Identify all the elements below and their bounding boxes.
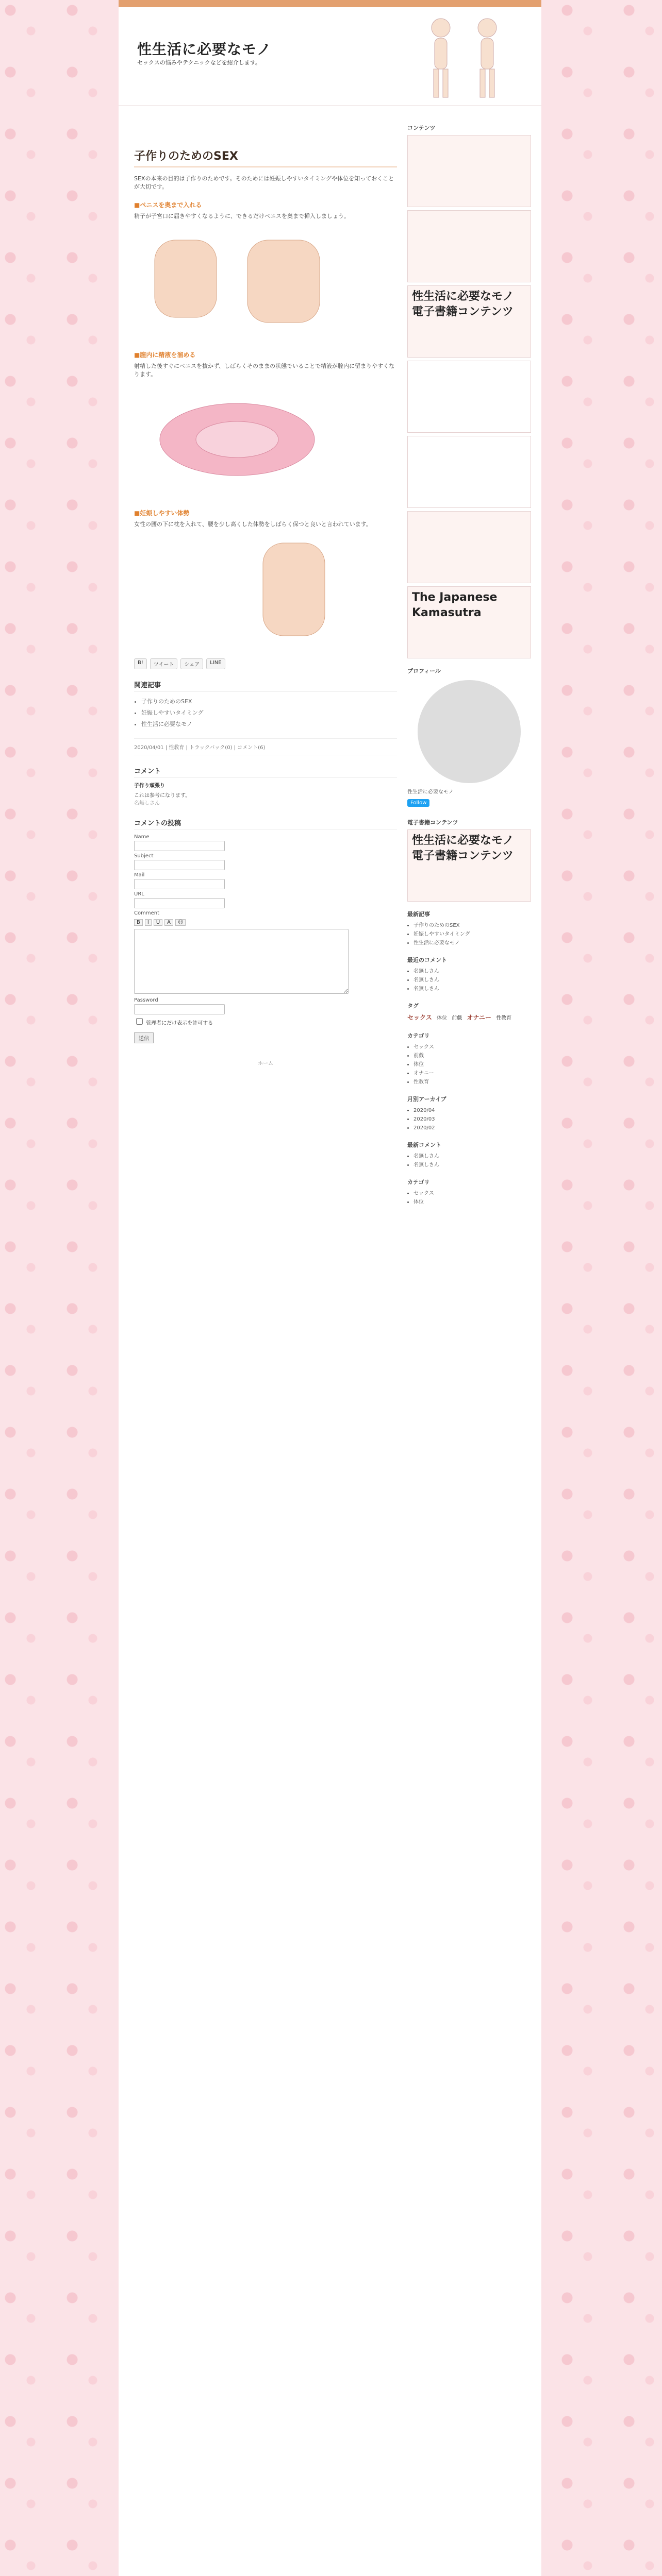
latest-link[interactable]: • 性生活に必要なモノ bbox=[413, 939, 531, 947]
name-row bbox=[134, 834, 397, 851]
banner-caption: 性生活に必要なモノ 電子書籍コンテンツ bbox=[412, 290, 514, 318]
share-button[interactable]: B! bbox=[134, 658, 147, 669]
share-button[interactable]: LINE bbox=[206, 658, 225, 669]
sidebar-banner[interactable] bbox=[407, 135, 531, 207]
section-text: 精子が子宮口に届きやすくなるように、できるだけペニスを奥まで挿入しましょう。 bbox=[134, 213, 350, 219]
latest-title: 最新記事 bbox=[407, 911, 430, 918]
comment-body: これは参考になります。 bbox=[134, 793, 191, 799]
section-heading: ■ペニスを奥まで入れる bbox=[134, 201, 202, 209]
home-link[interactable]: ホーム bbox=[258, 1061, 273, 1066]
related-link[interactable]: • 性生活に必要なモノ bbox=[141, 719, 397, 730]
mail-input[interactable] bbox=[134, 879, 225, 889]
site-description: セックスの悩みやテクニックなどを紹介します。 bbox=[137, 59, 261, 66]
post-intro: SEXの本来の目的は子作りのためです。そのためには妊娠しやすいタイミングや体位を知っておくことが大切です。 bbox=[134, 175, 394, 190]
profile-avatar bbox=[418, 680, 521, 783]
archive-list bbox=[407, 1106, 531, 1132]
site-title[interactable]: 性生活に必要なモノ bbox=[137, 41, 272, 58]
recent-comments-list bbox=[407, 967, 531, 993]
password-input[interactable] bbox=[134, 1004, 225, 1014]
share-button[interactable]: ツイート bbox=[150, 658, 178, 669]
ebook-title: 電子書籍コンテンツ bbox=[407, 819, 458, 826]
name-input[interactable] bbox=[134, 841, 225, 851]
bottom-link[interactable]: • 体位 bbox=[413, 1198, 531, 1207]
section-heading: ■妊娠しやすい体勢 bbox=[134, 510, 190, 517]
password-label: Password bbox=[134, 997, 158, 1003]
contents-title: コンテンツ bbox=[407, 125, 436, 131]
tag-link[interactable]: 体位 bbox=[437, 1015, 448, 1021]
mail-label: Mail bbox=[134, 872, 145, 878]
url-row bbox=[134, 891, 397, 908]
archive-title: 月別アーカイブ bbox=[407, 1096, 446, 1103]
top-accent-bar bbox=[119, 0, 541, 7]
recent-comment-link[interactable]: • 名無しさん bbox=[413, 985, 531, 993]
page-container bbox=[119, 7, 541, 2576]
tag-link[interactable]: セックス bbox=[407, 1014, 432, 1021]
share-button[interactable]: シェア bbox=[180, 658, 203, 669]
section-text: 射精した後すぐにペニスを抜かず、しばらくそのままの状態でいることで精液が膣内に留まりやすくなります。 bbox=[134, 363, 395, 378]
recent-comment2-link[interactable]: • 名無しさん bbox=[413, 1161, 531, 1170]
follow-button[interactable]: Follow bbox=[407, 799, 429, 807]
sidebar-banner[interactable] bbox=[407, 210, 531, 282]
editor-button[interactable]: B bbox=[134, 919, 143, 926]
sidebar-banner[interactable] bbox=[407, 285, 531, 358]
sidebar-banner[interactable] bbox=[407, 586, 531, 658]
section-heading: ■膣内に精液を溜める bbox=[134, 351, 196, 359]
bottom-link[interactable]: • セックス bbox=[413, 1189, 531, 1198]
password-row bbox=[134, 997, 397, 1014]
tag-link[interactable]: 前戯 bbox=[452, 1015, 462, 1021]
editor-button[interactable]: U bbox=[154, 919, 162, 926]
archive-link[interactable]: • 2020/02 bbox=[413, 1124, 531, 1132]
sidebar-banner[interactable] bbox=[407, 361, 531, 433]
banner-caption: 性生活に必要なモノ 電子書籍コンテンツ bbox=[412, 834, 514, 862]
ebook-banner[interactable] bbox=[407, 829, 531, 902]
category-list bbox=[407, 1043, 531, 1087]
tag-link[interactable]: オナニー bbox=[467, 1014, 491, 1021]
recent-comment-link[interactable]: • 名無しさん bbox=[413, 967, 531, 976]
recent-comment-link[interactable]: • 名無しさん bbox=[413, 976, 531, 985]
category-link[interactable]: • 体位 bbox=[413, 1060, 531, 1069]
category-title: カテゴリ bbox=[407, 1032, 430, 1039]
category-link[interactable]: • 性教育 bbox=[413, 1078, 531, 1087]
category-link[interactable]: • セックス bbox=[413, 1043, 531, 1052]
comment-item bbox=[134, 782, 397, 807]
comments-title: コメント bbox=[134, 766, 397, 778]
bottom-list bbox=[407, 1189, 531, 1207]
section-text: 女性の腰の下に枕を入れて、腰を少し高くした体勢をしばらく保つと良いと言われています。 bbox=[134, 521, 372, 528]
illustration-image bbox=[134, 230, 351, 333]
bottom-title: カテゴリ bbox=[407, 1179, 430, 1185]
comment-row bbox=[134, 910, 397, 995]
recent-comment2-link[interactable]: • 名無しさん bbox=[413, 1152, 531, 1161]
comment-meta: 名無しさん bbox=[134, 801, 160, 806]
banner-caption: The Japanese Kamasutra bbox=[412, 591, 498, 619]
main-content bbox=[134, 141, 397, 1066]
comment-form-title: コメントの投稿 bbox=[134, 818, 397, 830]
editor-button[interactable]: ☺ bbox=[175, 919, 186, 926]
related-link[interactable]: • 子作りのためのSEX bbox=[141, 696, 397, 707]
subject-label: Subject bbox=[134, 853, 154, 859]
site-header bbox=[119, 7, 541, 106]
share-buttons bbox=[134, 658, 397, 669]
submit-button[interactable]: 送信 bbox=[134, 1032, 154, 1043]
subject-input[interactable] bbox=[134, 860, 225, 870]
post-title[interactable]: 子作りのためのSEX bbox=[134, 147, 397, 167]
profile-title: プロフィール bbox=[407, 668, 441, 674]
secret-row bbox=[134, 1016, 397, 1026]
editor-button[interactable]: I bbox=[145, 919, 152, 926]
related-link[interactable]: • 妊娠しやすいタイミング bbox=[141, 707, 397, 719]
comment-label: Comment bbox=[134, 910, 159, 916]
recent-comments2-list bbox=[407, 1152, 531, 1170]
archive-link[interactable]: • 2020/03 bbox=[413, 1115, 531, 1124]
secret-label: 管理者にだけ表示を許可する bbox=[146, 1021, 213, 1026]
header-illustration bbox=[410, 12, 518, 100]
category-link[interactable]: • 前戯 bbox=[413, 1052, 531, 1060]
name-label: Name bbox=[134, 834, 150, 840]
sidebar-banner[interactable] bbox=[407, 436, 531, 508]
editor-toolbar bbox=[134, 919, 397, 926]
tags-title: タグ bbox=[407, 1003, 419, 1009]
latest-list bbox=[407, 921, 531, 947]
latest-link[interactable]: • 妊娠しやすいタイミング bbox=[413, 930, 531, 939]
body-illustration bbox=[134, 538, 351, 641]
mail-row bbox=[134, 872, 397, 889]
comment-textarea[interactable] bbox=[134, 929, 349, 994]
anatomy-illustration bbox=[134, 388, 351, 491]
sidebar-banner[interactable] bbox=[407, 511, 531, 583]
tag-link[interactable]: 性教育 bbox=[496, 1015, 512, 1021]
secret-checkbox[interactable] bbox=[136, 1018, 143, 1025]
recent-comments2-title: 最新コメント bbox=[407, 1142, 441, 1148]
latest-link[interactable]: • 子作りのためのSEX bbox=[413, 921, 531, 930]
tag-cloud bbox=[407, 1013, 531, 1023]
url-label: URL bbox=[134, 891, 144, 897]
recent-comments-title: 最近のコメント bbox=[407, 957, 447, 963]
comment-title: 子作り頑張り bbox=[134, 783, 165, 789]
url-input[interactable] bbox=[134, 898, 225, 908]
related-title: 関連記事 bbox=[134, 680, 397, 692]
editor-button[interactable]: A bbox=[164, 919, 173, 926]
sidebar bbox=[407, 115, 531, 1207]
profile-text: 性生活に必要なモノ bbox=[407, 789, 454, 795]
category-link[interactable]: • オナニー bbox=[413, 1069, 531, 1078]
archive-link[interactable]: • 2020/04 bbox=[413, 1106, 531, 1115]
subject-row bbox=[134, 853, 397, 870]
related-list bbox=[134, 696, 397, 730]
post-meta: 2020/04/01 | 性教育 | トラックバック(0) | コメント(6) bbox=[134, 738, 397, 755]
